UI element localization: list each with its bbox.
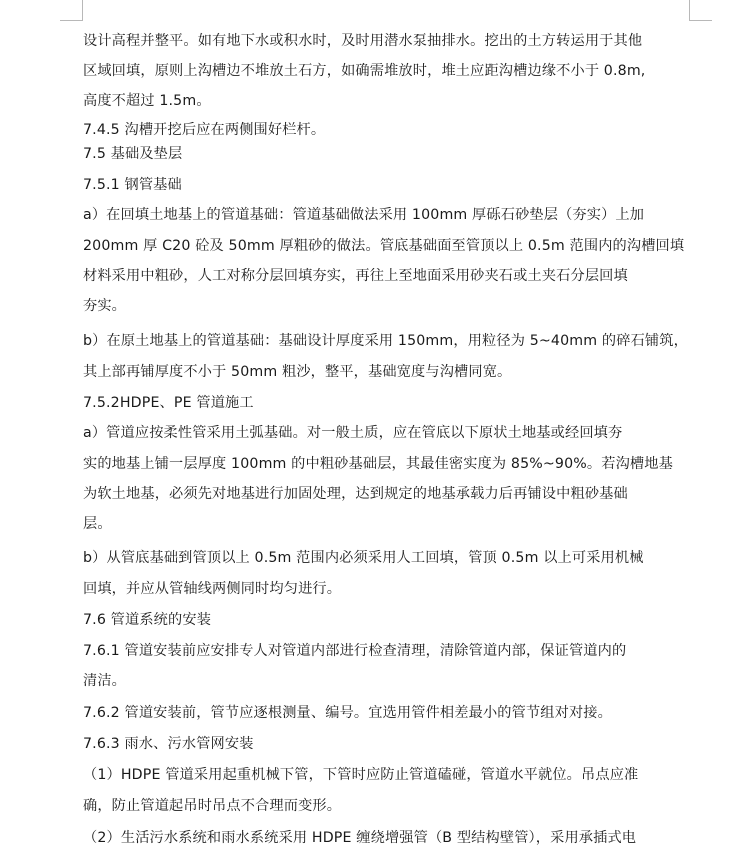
heading-7-6: 7.6 管道系统的安装	[83, 612, 212, 628]
heading-7-6-3: 7.6.3 雨水、污水管网安装	[83, 736, 254, 752]
paragraph-line-7: a）在回填土地基上的管道基础：管道基础做法采用 100mm 厚砾石砂垫层（夯实）上加	[83, 207, 645, 223]
paragraph-line-9: 材料采用中粗砂，人工对称分层回填夯实，再往上至地面采用砂夹石或土夹石分层回填	[83, 268, 628, 284]
heading-7-5-2: 7.5.2HDPE、PE 管道施工	[83, 395, 254, 411]
crop-mark-top-left-horizontal	[60, 20, 82, 21]
paragraph-line-27: （2）生活污水系统和雨水系统采用 HDPE 缠绕增强管（B 型结构壁管），采用承插式电	[83, 830, 637, 846]
clause-7-6-2: 7.6.2 管道安装前，管节应逐根测量、编号。宜选用管件相差最小的管节组对对接。	[83, 705, 612, 721]
heading-7-5: 7.5 基础及垫层	[83, 146, 183, 162]
paragraph-line-22: 清洁。	[83, 673, 127, 689]
paragraph-line-15: 实的地基上铺一层厚度 100mm 的中粗砂基础层，其最佳密实度为 85%~90%。若沟槽地基	[83, 456, 673, 472]
paragraph-line-18: b）从管底基础到管顶以上 0.5m 范围内必须采用人工回填，管顶 0.5m 以上可采用机械	[83, 550, 644, 566]
paragraph-line-12: 其上部再铺厚度不小于 50mm 粗沙，整平，基础宽度与沟槽同宽。	[83, 364, 512, 380]
crop-mark-top-right-horizontal	[690, 20, 712, 21]
paragraph-line-11: b）在原土地基上的管道基础：基础设计厚度采用 150mm，用粒径为 5~40mm 的碎石铺筑，	[83, 333, 688, 349]
paragraph-line-16: 为软土地基，必须先对地基进行加固处理，达到规定的地基承载力后再铺设中粗砂基础	[83, 486, 628, 502]
crop-mark-top-left-vertical	[82, 0, 83, 21]
paragraph-line-26: 确，防止管道起吊时吊点不合理而变形。	[83, 798, 342, 814]
heading-7-5-1: 7.5.1 钢管基础	[83, 177, 182, 193]
paragraph-line-1: 设计高程并整平。如有地下水或积水时，及时用潜水泵抽排水。挖出的土方转运用于其他	[83, 33, 643, 49]
paragraph-line-25: （1）HDPE 管道采用起重机械下管，下管时应防止管道磕碰，管道水平就位。吊点应准	[83, 767, 639, 783]
paragraph-line-17: 层。	[83, 516, 112, 532]
paragraph-line-19: 回填，并应从管轴线两侧同时均匀进行。	[83, 581, 342, 597]
paragraph-line-14: a）管道应按柔性管采用土弧基础。对一般土质，应在管底以下原状土地基或经回填夯	[83, 425, 623, 441]
crop-mark-top-right-vertical	[689, 0, 690, 21]
paragraph-line-21: 7.6.1 管道安装前应安排专人对管道内部进行检查清理，清除管道内部，保证管道内的	[83, 643, 627, 659]
paragraph-line-3: 高度不超过 1.5m。	[83, 93, 211, 109]
clause-7-4-5: 7.4.5 沟槽开挖后应在两侧围好栏杆。	[83, 122, 326, 138]
paragraph-line-8: 200mm 厚 C20 砼及 50mm 厚粗砂的做法。管底基础面至管顶以上 0.5m 范围内的沟槽回填	[83, 238, 685, 254]
paragraph-line-10: 夯实。	[83, 298, 127, 314]
paragraph-line-2: 区域回填，原则上沟槽边不堆放土石方，如确需堆放时，堆土应距沟槽边缘不小于 0.8m,	[83, 63, 646, 79]
